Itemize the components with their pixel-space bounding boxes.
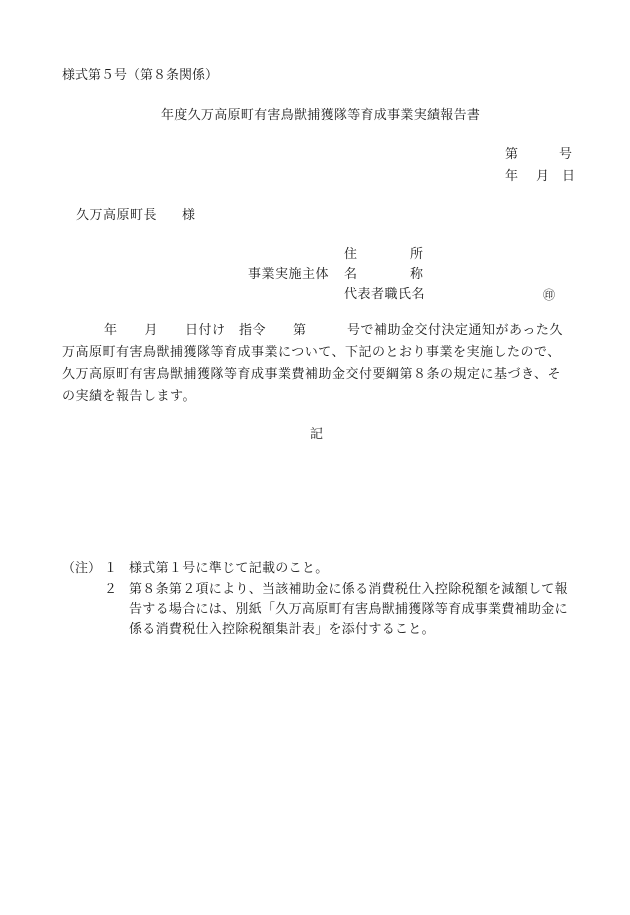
date-month: 月: [536, 169, 550, 184]
note-number: ２: [104, 582, 118, 597]
body-paragraph: 年 月 日付け 指令 第 号で補助金交付決定通知があった久万高原町有害鳥獣捕獲隊等育成事業について、下記のとおり事業を実施したので、久万高原町有害鳥獣捕獲隊等育成事業費補助金交付要綱第８条の規定に基づき、その実績を報告します。: [62, 323, 563, 404]
note-number: １: [104, 561, 118, 576]
addressee-name: 久万高原町長: [76, 208, 158, 223]
date-day: 日: [562, 169, 576, 184]
document-title: 年度久万高原町有害鳥獣捕獲隊等育成事業実績報告書: [161, 108, 481, 123]
applicant-heading: 事業実施主体: [248, 267, 330, 282]
form-label: 様式第５号（第８条関係）: [62, 68, 219, 83]
address-label-2: 所: [410, 247, 424, 262]
note-text: 第８条第２項により、当該補助金に係る消費税仕入控除税額を減額して報告する場合には、別紙「久万高原町有害鳥獣捕獲隊等育成事業費補助金に係る消費税仕入控除税額集計表」を添付すること。: [129, 582, 568, 637]
address-label-1: 住: [344, 247, 358, 262]
seal-mark: ㊞: [543, 288, 556, 302]
number-dai: 第: [505, 147, 519, 162]
addressee-honorific: 様: [182, 208, 196, 223]
representative-label: 代表者職氏名: [344, 287, 426, 302]
date-year: 年: [505, 169, 519, 184]
notes-label: （注）: [62, 561, 102, 576]
ki-heading: 記: [310, 427, 324, 442]
name-label-1: 名: [344, 267, 358, 282]
note-text: 様式第１号に準じて記載のこと。: [129, 561, 329, 576]
number-go: 号: [559, 147, 573, 162]
name-label-2: 称: [410, 267, 424, 282]
